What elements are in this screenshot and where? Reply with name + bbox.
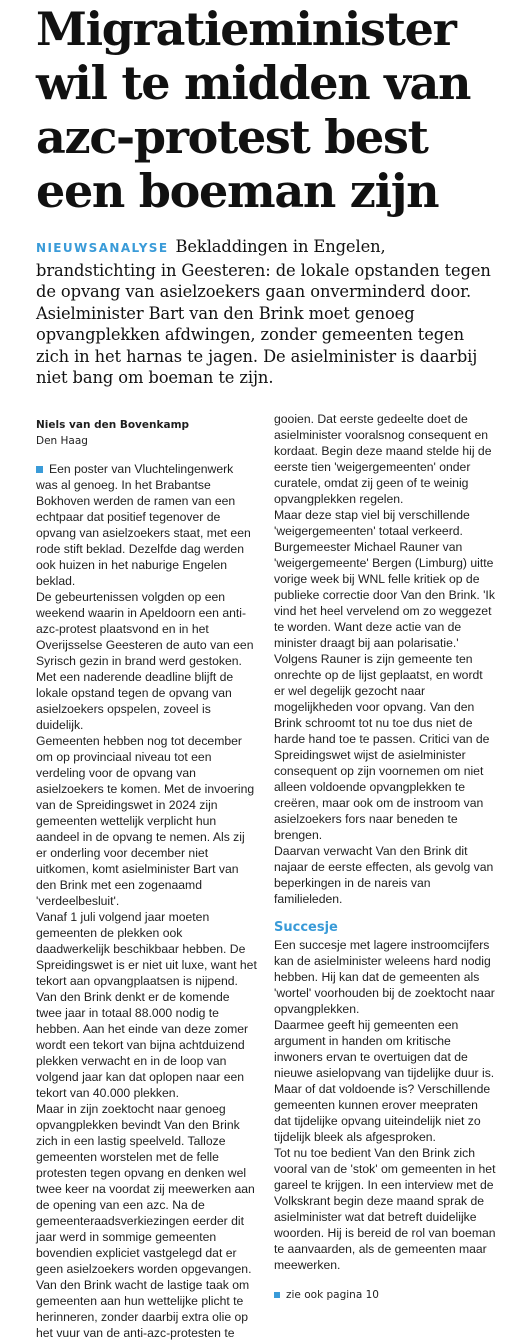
body-paragraph: Een poster van Vluchtelingenwerk was al genoeg. In het Brabantse Bokhoven werden de ramen van een echtpaar dat positief tegenover de opvang van asielzoekers staat, met een rode stift beklad. Dezelfde dag werden ook huizen in het naburige Engelen beklad. bbox=[36, 461, 251, 588]
body-paragraph: Daarmee geeft hij gemeenten een argument in handen om kritische inwoners ervan te overtuigen dat de nieuwe asielopvang van tijdelijke duur is. Maar of dat voldoende is? Verschillende gemeenten kunnen erover meepraten dat tijdelijke opvang uiteindelijk niet zo tijdelijk bleek als afgesproken. bbox=[274, 1017, 495, 1144]
headline-line: Migratieminister bbox=[36, 2, 456, 56]
body-paragraph: Volgens Rauner is zijn gemeente ten onrechte op de lijst geplaatst, en wordt er wel degelijk gezocht naar mogelijkheden voor opvang. Van den Brink schroomt tot nu toe dus niet de harde hand toe te passen. Critici van de Spreidingswet wijst de asielminister consequent op zijn voornemen om niet alleen voldoende opvangplekken te creëren, maar ook om de instroom van asielzoekers fors naar beneden te brengen. bbox=[274, 651, 490, 842]
intro-lead bbox=[36, 236, 496, 389]
column-right bbox=[274, 411, 496, 1341]
body-paragraph: Van den Brink denkt er de komende twee jaar in totaal 88.000 nodig te hebben. Aan het einde van deze zomer wordt een tekort van bijna achtduizend plekken verwacht en in de loop van volgend jaar kan dat oplopen naar een tekort van 40.000 plekken. bbox=[36, 989, 249, 1100]
section-label: NIEUWSANALYSE bbox=[36, 241, 169, 255]
body-paragraph: Vanaf 1 juli volgend jaar moeten gemeenten de plekken ook daadwerkelijk beschikbaar hebben. De Spreidingswet is er niet uit luxe, want het tekort aan opvangplaatsen is nijpend. bbox=[36, 909, 257, 988]
body-paragraph: Met een naderende deadline blijft de lokale opstand tegen de opvang van asielzoekers opspelen, zoveel is duidelijk. bbox=[36, 669, 234, 732]
byline-author: Niels van den Bovenkamp bbox=[36, 418, 190, 431]
headline-line: een boeman zijn bbox=[36, 164, 439, 218]
headline bbox=[36, 0, 496, 218]
square-bullet-icon bbox=[36, 466, 43, 473]
column-left bbox=[36, 411, 258, 1341]
body-paragraph: Maar deze stap viel bij verschillende 'weigergemeenten' totaal verkeerd. Burgemeester Michael Rauner van 'weigergemeente' Bergen (Limburg) uitte vorige week bij WNL felle kritiek op de publieke correctie door Van den Brink. 'Ik vind het heel vervelend om zo weggezet te worden. Want deze actie van de minister draagt bij aan polarisatie.' bbox=[274, 507, 495, 650]
body-paragraph: De gebeurtenissen volgden op een weekend waarin in Apeldoorn een anti-azc-protest plaatsvond en in het Overijsselse Geesteren de auto van een Syrisch gezin in brand werd gestoken. bbox=[36, 589, 254, 668]
see-also-text: zie ook pagina 10 bbox=[286, 1288, 379, 1301]
see-also-reference bbox=[274, 1287, 496, 1303]
square-bullet-icon bbox=[274, 1292, 280, 1298]
headline-line: azc-protest best bbox=[36, 110, 428, 164]
body-paragraph: Gemeenten hebben nog tot december om op provinciaal niveau tot een verdeling voor de opvang van asielzoekers te komen. Met de invoering van de Spreidingswet in 2024 zijn gemeenten wettelijk verplicht hun aandeel in de opvang te nemen. Als zij er onderling voor december niet uitkomen, komt asielminister Bart van den Brink met een zogenaamd 'verdeelbesluit'. bbox=[36, 733, 255, 908]
headline-line: wil te midden van bbox=[36, 56, 471, 110]
body-paragraph: Tot nu toe bedient Van den Brink zich vooral van de 'stok' om gemeenten in het gareel te krijgen. In een interview met de Volkskrant begin deze maand sprak de asielminister wat dat betreft duidelijke woorden. Hij is bereid de rol van boeman te aanvaarden, als de gemeenten maar meewerken. bbox=[274, 1145, 496, 1272]
body-paragraph: gooien. Dat eerste gedeelte doet de asielminister vooralsnog consequent en kordaat. Begin deze maand stelde hij de eerste tien 'weigergemeenten' onder curatele, omdat zij geen of te weinig opvangplekken regelen. bbox=[274, 411, 492, 506]
body-paragraph: Van den Brink wacht de lastige taak om gemeenten aan hun wettelijke plicht te herinneren, zonder daarbij extra olie op het vuur van de anti-azc-protesten te bbox=[36, 1277, 250, 1340]
byline-location: Den Haag bbox=[36, 434, 88, 447]
article-body bbox=[36, 411, 496, 1341]
subheading: Succesje bbox=[274, 919, 338, 935]
body-paragraph: Maar in zijn zoektocht naar genoeg opvangplekken bevindt Van den Brink zich in een lastig speelveld. Talloze gemeenten worstelen met de felle protesten tegen opvang en denken wel twee keer na voordat zij meewerken aan de opening van een azc. Na de gemeenteraadsverkiezingen eerder dit jaar werd in sommige gemeenten bovendien expliciet vastgelegd dat er geen asielzoekers worden opgevangen. bbox=[36, 1101, 255, 1276]
body-paragraph: Daarvan verwacht Van den Brink dit najaar de eerste effecten, als gevolg van beperkingen in de nareis van familieleden. bbox=[274, 843, 494, 906]
body-paragraph: Een succesje met lagere instroomcijfers kan de asielminister weleens hard nodig hebben. Hij kan dat de gemeenten als 'wortel' voorhouden bij de zoektocht naar opvangplekken. bbox=[274, 937, 495, 1016]
intro-text: Bekladdingen in Engelen, brandstichting in Geesteren: de lokale opstanden tegen de opvang van asielzoekers gaan onverminderd door. Asielminister Bart van den Brink moet genoeg opvangplekken afdwingen, zonder gemeenten tegen zich in het harnas te jagen. De asielminister is daarbij niet bang om boeman te zijn. bbox=[36, 237, 491, 387]
